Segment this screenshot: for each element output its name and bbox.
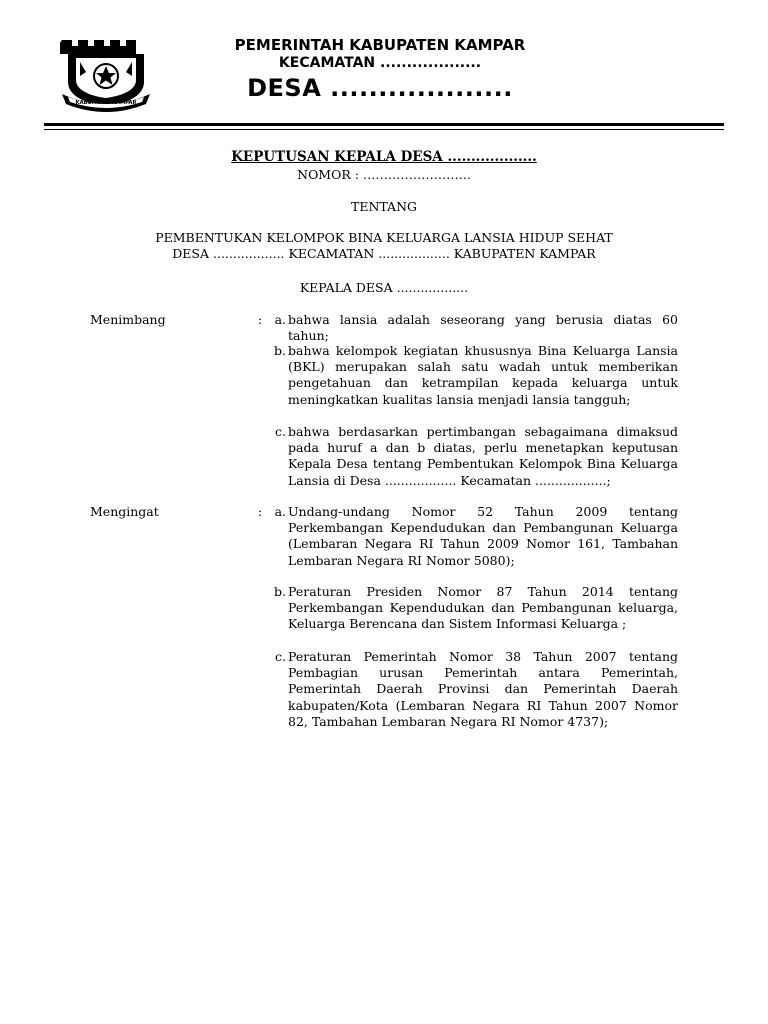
letterhead: [200, 36, 560, 104]
mengingat-colon: :: [258, 504, 263, 519]
kampar-emblem-logo: [60, 36, 152, 112]
mengingat-label: Mengingat: [90, 504, 159, 519]
decree-number: NOMOR : ……………………..: [297, 167, 471, 182]
menimbang-item: [268, 343, 678, 408]
item-text: Peraturan Pemerintah Nomor 38 Tahun 2007 tentang Pembagian urusan Pemerintah antara Pemerintah, Pemerintah Daerah Provinsi dan Pemerintah Daerah kabupaten/Kota (Lembaran Negara RI Tahun 2007 Nomor 82, Tambahan Lembaran Negara RI Nomor 4737);: [288, 649, 678, 729]
item-text: bahwa kelompok kegiatan khususnya Bina Keluarga Lansia (BKL) merupakan salah satu wadah untuk memberikan pengetahuan dan ketrampilan kepada keluarga untuk meningkatkan kualitas lansia menjadi lansia tangguh;: [288, 343, 678, 407]
item-letter: b.: [274, 343, 286, 358]
item-letter: a.: [274, 504, 286, 519]
decree-subject-line1: PEMBENTUKAN KELOMPOK BINA KELUARGA LANSIA HIDUP SEHAT: [155, 230, 613, 245]
letterhead-kecamatan: KECAMATAN ...................: [278, 55, 482, 71]
letterhead-government: PEMERINTAH KABUPATEN KAMPAR: [234, 36, 526, 54]
item-text: bahwa berdasarkan pertimbangan sebagaimana dimaksud pada huruf a dan b diatas, perlu menetapkan keputusan Kepala Desa tentang Pembentukan Kelompok Bina Keluarga Lansia di Desa .................. Kecamatan ..................;: [288, 424, 678, 488]
item-text: Undang-undang Nomor 52 Tahun 2009 tentang Perkembangan Kependudukan dan Pembangunan Keluarga (Lembaran Negara RI Tahun 2009 Nomor 161, Tambahan Lembaran Negara RI Nomor 5080);: [288, 504, 678, 568]
mengingat-item: [268, 649, 678, 730]
item-text: Peraturan Presiden Nomor 87 Tahun 2014 tentang Perkembangan Kependudukan dan Pembangunan keluarga, Keluarga Berencana dan Sistem Informasi Keluarga ;: [288, 584, 678, 632]
logo-ribbon-text: KABUPATEN KAMPAR: [75, 100, 137, 106]
letterhead-desa: DESA ...................: [247, 74, 513, 102]
item-letter: c.: [275, 424, 286, 439]
menimbang-item: [268, 312, 678, 344]
letterhead-divider-thick: [44, 123, 724, 126]
menimbang-label: Menimbang: [90, 312, 166, 327]
item-letter: a.: [274, 312, 286, 327]
decree-tentang: TENTANG: [350, 199, 417, 214]
menimbang-item: [268, 424, 678, 489]
decree-title: KEPUTUSAN KEPALA DESA ...................: [231, 149, 537, 165]
decree-kepala-desa: KEPALA DESA ..................: [299, 280, 469, 295]
item-letter: b.: [274, 584, 286, 599]
mengingat-item: [268, 504, 678, 569]
item-letter: c.: [275, 649, 286, 664]
menimbang-colon: :: [258, 312, 263, 327]
mengingat-item: [268, 584, 678, 633]
item-text: bahwa lansia adalah seseorang yang berusia diatas 60 tahun;: [288, 312, 678, 344]
decree-subject-line2: DESA .................. KECAMATAN .................. KABUPATEN KAMPAR: [172, 246, 596, 261]
letterhead-divider-thin: [44, 129, 724, 130]
